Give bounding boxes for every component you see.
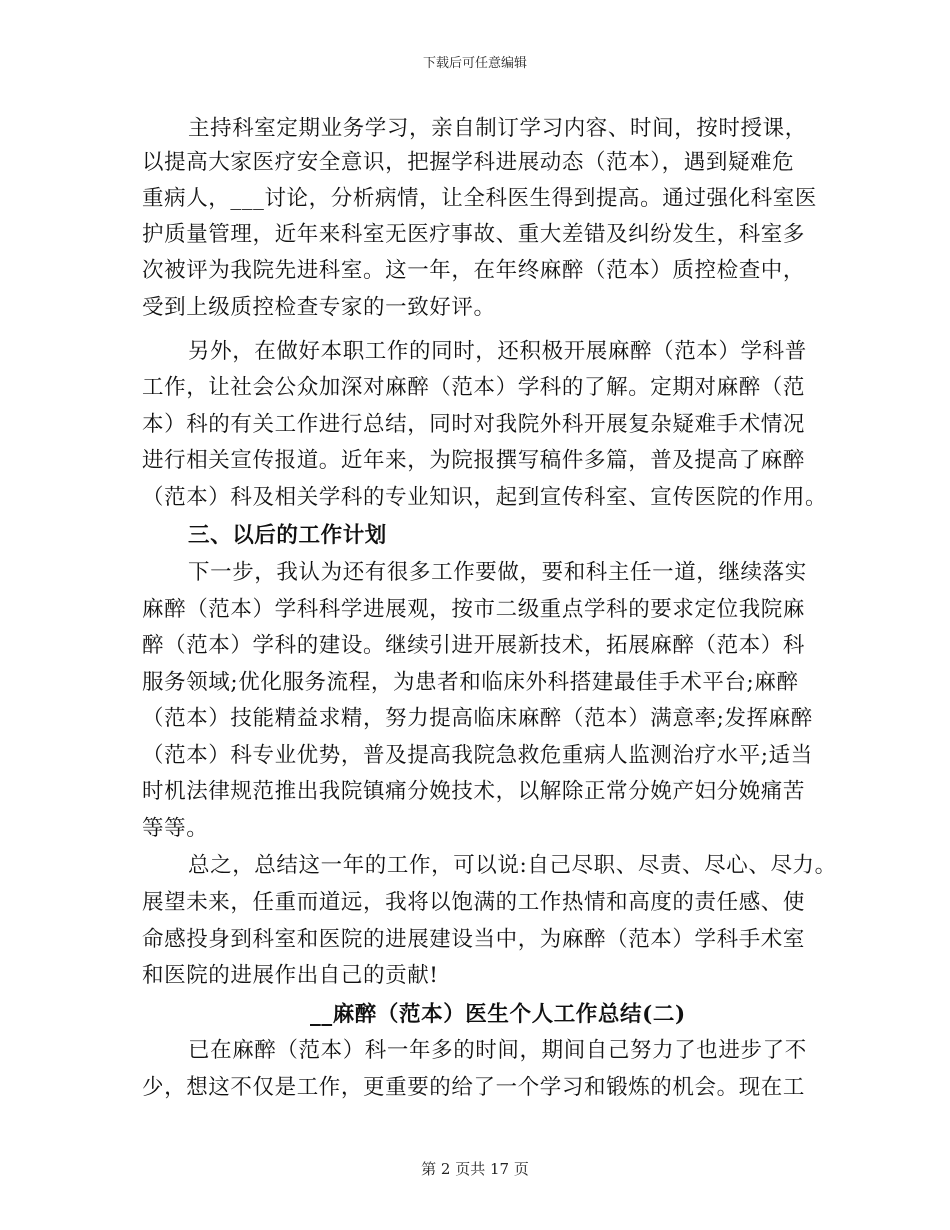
body-line: 护质量管理，近年来科室无医疗事故、重大差错及纠纷发生，科室多: [142, 222, 806, 247]
body-line: 等等。: [142, 816, 209, 841]
body-line: 总之，总结这一年的工作，可以说:自己尽职、尽责、尽心、尽力。: [188, 853, 837, 878]
body-line: 时机法律规范推出我院镇痛分娩技术，以解除正常分娩产妇分娩痛苦: [142, 779, 806, 804]
body-line: 进行相关宣传报道。近年来，为院报撰写稿件多篇，普及提高了麻醉: [142, 448, 806, 473]
section-title: __麻醉（范本）医生个人工作总结(二): [310, 1002, 686, 1027]
body-line: 服务领域;优化服务流程，为患者和临床外科搭建最佳手术平台;麻醉: [142, 670, 799, 695]
body-line: 少，想这不仅是工作，更重要的给了一个学习和锻炼的机会。现在工: [142, 1075, 806, 1100]
page-footer: 第 2 页共 17 页: [421, 1160, 529, 1178]
body-line: 受到上级质控检查专家的一致好评。: [142, 295, 496, 320]
body-line: 已在麻醉（范本）科一年多的时间，期间自己努力了也进步了不: [188, 1038, 807, 1063]
body-line: 重病人，___讨论，分析病情，让全科医生得到提高。通过强化科室医: [142, 186, 817, 211]
page-header: 下载后可任意编辑: [422, 56, 527, 71]
body-line: 下一步，我认为还有很多工作要做，要和科主任一道，继续落实: [188, 560, 807, 585]
body-line: （范本）科专业优势，普及提高我院急救危重病人监测治疗水平;适当: [142, 743, 813, 768]
body-line: 另外，在做好本职工作的同时，还积极开展麻醉（范本）学科普: [188, 339, 807, 364]
body-line: 本）科的有关工作进行总结，同时对我院外科开展复杂疑难手术情况: [142, 412, 806, 437]
body-line: 工作，让社会公众加深对麻醉（范本）学科的了解。定期对麻醉（范: [142, 375, 806, 400]
body-line: （范本）科及相关学科的专业知识，起到宣传科室、宣传医院的作用。: [142, 485, 828, 510]
section-heading: 三、以后的工作计划: [188, 523, 387, 548]
body-line: 主持科室定期业务学习，亲自制订学习内容、时间，按时授课，: [188, 116, 807, 141]
body-line: 以提高大家医疗安全意识，把握学科进展动态（范本），遇到疑难危: [142, 150, 795, 175]
body-line: 和医院的进展作出自己的贡献!: [142, 963, 439, 988]
body-line: 次被评为我院先进科室。这一年，在年终麻醉（范本）质控检查中，: [142, 258, 806, 283]
body-line: 命感投身到科室和医院的进展建设当中，为麻醉（范本）学科手术室: [142, 927, 806, 952]
body-line: 麻醉（范本）学科科学进展观，按市二级重点学科的要求定位我院麻: [142, 597, 806, 622]
body-line: 展望未来，任重而道远，我将以饱满的工作热情和高度的责任感、使: [142, 890, 806, 915]
body-line: 醉（范本）学科的建设。继续引进开展新技术，拓展麻醉（范本）科: [142, 633, 806, 658]
body-line: （范本）技能精益求精，努力提高临床麻醉（范本）满意率;发挥麻醉: [142, 706, 813, 731]
